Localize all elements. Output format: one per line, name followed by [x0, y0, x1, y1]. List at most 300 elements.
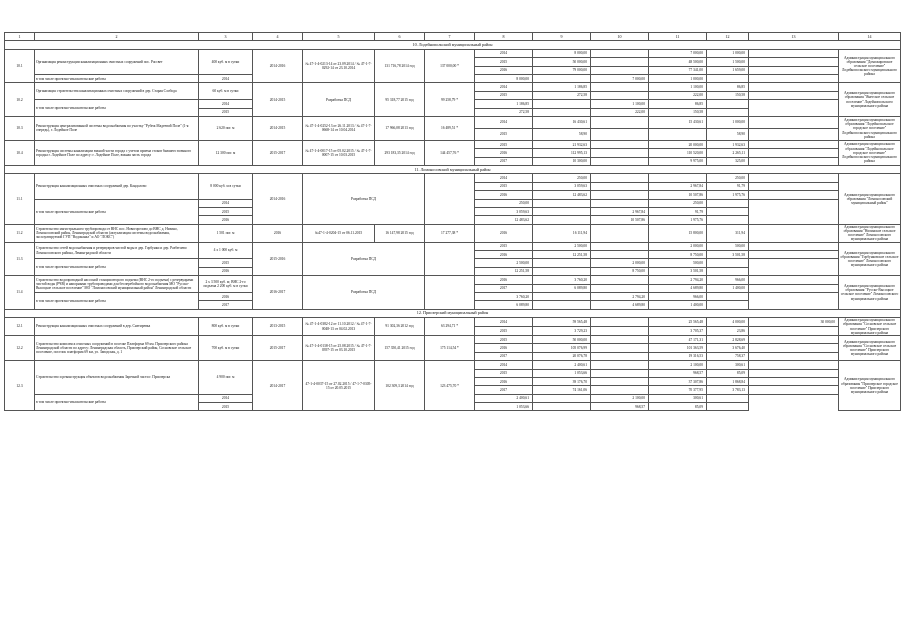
section-title: 10. Лодейнопольский муниципальный район: [5, 41, 901, 49]
regional-amount-cell: 2 100,00: [591, 394, 649, 402]
other-amount-cell: [749, 58, 839, 66]
regional-amount-cell: 3 705,37: [649, 327, 707, 336]
total-amount-cell: 105 076,99: [533, 344, 591, 352]
other-amount-cell: [749, 327, 839, 336]
local-amount-cell: 1 000,00: [649, 74, 707, 82]
responsible-organization: Администрация муниципального образования "Приозерское городское поселение" Приозерского муниципального района: [839, 361, 901, 411]
other-amount-cell: [749, 276, 839, 284]
regional-amount-cell: 1 100,00: [649, 83, 707, 91]
total-amount-cell: 3 760,20: [475, 292, 533, 300]
object-estimated-cost: 102 309,3 2014 год: [375, 361, 425, 411]
object-capacity: 700 куб. м в сутки: [199, 335, 253, 360]
local-amount-cell: 300,61: [707, 361, 749, 369]
responsible-organization: Администрация муниципального образования "Ломоносовский муниципальный район": [839, 174, 901, 224]
object-estimated-cost: 16 147,98 2015 год: [375, 224, 425, 242]
pir-label: в том числе проектно-изыскательские работы: [35, 259, 199, 276]
object-total: 17 277,38 *: [425, 224, 475, 242]
object-name: Организация строительства канализационных очистных сооружений в дер. Старая Слобода: [35, 83, 199, 100]
federal-amount-cell: [591, 83, 649, 91]
regional-amount-cell: 19 316,53: [649, 352, 707, 360]
federal-amount-cell: [591, 344, 649, 352]
other-amount-cell: [707, 208, 749, 216]
object-years: 2014-2016: [253, 49, 303, 83]
regional-amount-cell: 2 967,84: [649, 182, 707, 190]
object-capacity: 4 х 1 000 куб. м: [199, 242, 253, 259]
local-amount-cell: 1 659,00: [707, 66, 749, 74]
object-number: 10.4: [5, 140, 35, 165]
object-name: Организация реконструкции канализационных очистных сооружений пос. Рассвет: [35, 49, 199, 74]
object-total: [425, 276, 475, 310]
responsible-organization: Администрация муниципального образования "Низинское сельское поселение" Ломоносовского муниципального района: [839, 224, 901, 242]
federal-amount-cell: [533, 301, 591, 309]
object-capacity: 8 000 куб. м в сутки: [199, 174, 253, 199]
year-cell: 2015: [199, 403, 253, 411]
object-name: Реконструкция канализационных очистных сооружений дер. Кандолово: [35, 174, 199, 199]
local-amount-cell: 1 000,00: [707, 116, 749, 128]
year-cell: 2016: [475, 149, 533, 157]
federal-amount-cell: [533, 100, 591, 108]
regional-amount-cell: 15 800,00: [649, 224, 707, 242]
federal-amount-cell: [591, 191, 649, 199]
object-documents: Разработка ПСД: [303, 242, 425, 276]
total-amount-cell: 3 059,63: [533, 182, 591, 190]
local-amount-cell: 250,00: [649, 199, 707, 207]
federal-amount-cell: [533, 403, 591, 411]
other-amount-cell: [749, 191, 839, 199]
other-amount-cell: [707, 292, 749, 300]
other-amount-cell: [749, 369, 839, 377]
local-amount-cell: 300,61: [649, 394, 707, 402]
federal-amount-cell: [591, 369, 649, 377]
object-name: Строительство водопроводной насосной станции второго подъема (ВНС 2-го подъема) с резервуарами чистой воды (РЧВ) и напорными трубопроводами для бесперебойного водоснабжения МО "Русско-Высоцкое сельское поселение" МО "Ломоносовский муниципальный район" Ленинградской области: [35, 276, 199, 293]
regional-amount-cell: 2 000,00: [591, 259, 649, 267]
object-total: 99 258,79 *: [425, 83, 475, 117]
other-amount-cell: [749, 116, 839, 128]
total-amount-cell: 6 089,80: [533, 284, 591, 292]
year-cell: 2014: [475, 83, 533, 91]
total-amount-cell: 2 400,61: [475, 394, 533, 402]
year-cell: 2016: [475, 344, 533, 352]
local-amount-cell: 150,58: [649, 108, 707, 116]
object-estimated-cost: 131 716,78 2014 год: [375, 49, 425, 83]
local-amount-cell: 91,79: [649, 208, 707, 216]
regional-amount-cell: 1 100,00: [591, 100, 649, 108]
responsible-organization: Администрация муниципального образования "Лодейнопольское городское поселение" Лодейнопольского муниципального района: [839, 140, 901, 165]
total-amount-cell: 50 000,00: [533, 335, 591, 343]
local-amount-cell: 150,58: [707, 91, 749, 99]
local-amount-cell: 966,00: [707, 276, 749, 284]
program-table: [4, 32, 901, 411]
other-amount-cell: [749, 242, 839, 250]
local-amount-cell: 325,00: [707, 157, 749, 165]
local-amount-cell: 23,86: [707, 327, 749, 336]
regional-amount-cell: 8 750,00: [649, 251, 707, 259]
total-amount-cell: 2 500,00: [533, 242, 591, 250]
year-cell: 2014: [475, 318, 533, 327]
table-row: [5, 276, 901, 284]
total-amount-cell: 1 053,66: [533, 369, 591, 377]
local-amount-cell: 1 500,00: [707, 58, 749, 66]
other-amount-cell: [749, 182, 839, 190]
year-cell: 2016: [475, 276, 533, 284]
pir-label: в том числе проектно-изыскательские работы: [35, 292, 199, 309]
regional-amount-cell: 48 500,00: [649, 58, 707, 66]
column-header: 14: [839, 33, 901, 41]
total-amount-cell: 74 161,06: [533, 386, 591, 394]
column-header: 6: [375, 33, 425, 41]
federal-amount-cell: [591, 157, 649, 165]
object-years: 2016-2017: [253, 276, 303, 310]
federal-amount-cell: [591, 327, 649, 336]
total-amount-cell: 21 932,63: [533, 140, 591, 148]
object-total: 63 294,71 *: [425, 318, 475, 336]
object-number: 11.3: [5, 242, 35, 276]
other-amount-cell: 30 000,00: [749, 318, 839, 327]
other-amount-cell: [749, 140, 839, 148]
object-documents: №47-1-4-0204-15 от 06.11.2015: [303, 224, 375, 242]
regional-amount-cell: 2 000,00: [649, 242, 707, 250]
object-total: 144 457,76 *: [425, 140, 475, 165]
other-amount-cell: [707, 199, 749, 207]
federal-amount-cell: [591, 242, 649, 250]
responsible-organization: Администрация муниципального образования "Сосновское сельское поселение" Приозерского муниципального района: [839, 335, 901, 360]
object-total: 123 475,70 *: [425, 361, 475, 411]
total-amount-cell: 20 076,78: [533, 352, 591, 360]
regional-amount-cell: 7 000,00: [591, 74, 649, 82]
responsible-organization: Администрация муниципального образования "Горбунковское сельское поселение" Ломоносовского муниципального района: [839, 242, 901, 276]
column-header: 10: [591, 33, 649, 41]
total-amount-cell: 12 251,58: [475, 267, 533, 275]
other-amount-cell: [749, 128, 839, 140]
regional-amount-cell: 10 507,86: [649, 191, 707, 199]
other-amount-cell: [749, 157, 839, 165]
local-amount-cell: 3 783,13: [707, 386, 749, 394]
object-name: Реконструкция централизованной системы водоснабжения по участку "Рубеж Мадеевой Поле" (1-я очередь), г. Лодейное Поле: [35, 116, 199, 140]
local-amount-cell: 758,37: [707, 352, 749, 360]
object-years: 2015-2017: [253, 140, 303, 165]
year-cell: 2015: [475, 369, 533, 377]
total-amount-cell: 250,00: [475, 199, 533, 207]
total-amount-cell: 3 059,63: [475, 208, 533, 216]
responsible-organization: Администрация муниципального образования "Лодейнопольское городское поселение" Лодейнопольского муниципального района: [839, 116, 901, 140]
year-cell: 2014: [199, 394, 253, 402]
column-header: 13: [749, 33, 839, 41]
other-amount-cell: [707, 100, 749, 108]
other-amount-cell: [749, 224, 839, 242]
responsible-organization: Администрация муниципального образования "Янегское сельское поселение" Лодейнопольского муниципального района: [839, 83, 901, 117]
federal-amount-cell: [533, 199, 591, 207]
total-amount-cell: 272,58: [475, 108, 533, 116]
object-capacity: 800 куб. м в сутки: [199, 318, 253, 336]
year-cell: 2016: [475, 191, 533, 199]
federal-amount-cell: [591, 377, 649, 385]
regional-amount-cell: 10 507,86: [591, 216, 649, 224]
federal-amount-cell: [591, 318, 649, 327]
total-amount-cell: 50 000,00: [533, 58, 591, 66]
total-amount-cell: 112 995,13: [533, 149, 591, 157]
object-estimated-cost: 91 302,36 2012 год: [375, 318, 425, 336]
pir-label: в том числе проектно-изыскательские работы: [35, 100, 199, 117]
year-cell: 2017: [475, 284, 533, 292]
regional-amount-cell: 2 794,20: [591, 292, 649, 300]
year-cell: 2016: [475, 224, 533, 242]
object-total: 175 114,54 *: [425, 335, 475, 360]
object-years: 2014-2015: [253, 116, 303, 140]
regional-amount-cell: [649, 128, 707, 140]
local-amount-cell: 1 400,00: [707, 284, 749, 292]
year-cell: 2017: [475, 386, 533, 394]
regional-amount-cell: 4 689,80: [591, 301, 649, 309]
total-amount-cell: 272,58: [533, 91, 591, 99]
other-amount-cell: [749, 83, 839, 91]
year-cell: 2015: [475, 58, 533, 66]
local-amount-cell: 966,00: [649, 292, 707, 300]
total-amount-cell: 16 111,94: [533, 224, 591, 242]
object-documents: № 47-1-4-0017-15 от 05.02.2015 / № 47-1-7-0007-15 от 10.03.2015: [303, 140, 375, 165]
table-row: [5, 116, 901, 128]
year-cell: 2015: [475, 335, 533, 343]
other-amount-cell: [707, 267, 749, 275]
other-amount-cell: [749, 66, 839, 74]
federal-amount-cell: [533, 74, 591, 82]
object-documents: Разработка ПСД: [303, 174, 425, 224]
regional-amount-cell: [649, 174, 707, 182]
year-cell: 2014: [475, 174, 533, 182]
object-documents: Разработка ПСД: [303, 276, 425, 310]
year-cell: 2015: [475, 128, 533, 140]
local-amount-cell: 4 000,00: [707, 318, 749, 327]
other-amount-cell: [749, 149, 839, 157]
federal-amount-cell: [591, 66, 649, 74]
object-capacity: 400 куб. м в сутки: [199, 49, 253, 74]
total-amount-cell: 12 251,58: [533, 251, 591, 259]
object-name: Строительство сетей водоснабжения и резервуаров чистой воды в дер. Горбунки и дер. Разбегаево Ломоносовского района, Ленинградской области: [35, 242, 199, 259]
column-header: 5: [303, 33, 375, 41]
other-amount-cell: [749, 335, 839, 343]
federal-amount-cell: [533, 208, 591, 216]
local-amount-cell: 311,94: [707, 224, 749, 242]
local-amount-cell: 91,79: [707, 182, 749, 190]
federal-amount-cell: [591, 386, 649, 394]
pir-label: в том числе проектно-изыскательские работы: [35, 394, 199, 411]
federal-amount-cell: [591, 91, 649, 99]
pir-label: в том числе проектно-изыскательские работы: [35, 74, 199, 82]
object-capacity: 60 куб. м в сутки: [199, 83, 253, 100]
table-row: [5, 242, 901, 250]
local-amount-cell: 2 828,69: [707, 335, 749, 343]
object-estimated-cost: 293 183,35 2014 год: [375, 140, 425, 165]
local-amount-cell: 1 400,00: [649, 301, 707, 309]
federal-amount-cell: [591, 251, 649, 259]
other-amount-cell: [707, 108, 749, 116]
regional-amount-cell: 110 520,00: [649, 149, 707, 157]
federal-amount-cell: [533, 267, 591, 275]
other-amount-cell: [707, 74, 749, 82]
year-cell: 2015: [199, 108, 253, 116]
year-cell: 2016: [475, 377, 533, 385]
other-amount-cell: [749, 284, 839, 292]
total-amount-cell: 2 400,61: [533, 361, 591, 369]
total-amount-cell: 79 000,00: [533, 66, 591, 74]
object-capacity: 12 300 пог. м: [199, 140, 253, 165]
column-header: 7: [425, 33, 475, 41]
total-amount-cell: 3 760,20: [533, 276, 591, 284]
local-amount-cell: 1 975,76: [649, 216, 707, 224]
year-cell: 2015: [475, 327, 533, 336]
federal-amount-cell: [591, 182, 649, 190]
regional-amount-cell: 2 967,84: [591, 208, 649, 216]
object-documents: № 47-1-4-0382-12 от 11.10.2012 / № 47-1-7-0048-13 от 04.02.2013: [303, 318, 375, 336]
regional-amount-cell: 2 100,00: [649, 361, 707, 369]
year-cell: 2017: [475, 157, 533, 165]
federal-amount-cell: [591, 335, 649, 343]
local-amount-cell: 1 000,00: [707, 49, 749, 57]
year-cell: 2014: [199, 74, 253, 82]
federal-amount-cell: [533, 394, 591, 402]
regional-amount-cell: [591, 199, 649, 207]
year-cell: 2015: [475, 91, 533, 99]
local-amount-cell: 500,00: [649, 259, 707, 267]
other-amount-cell: [749, 352, 839, 360]
object-total: 137 000,00 *: [425, 49, 475, 83]
year-cell: 2017: [199, 301, 253, 309]
local-amount-cell: 86,85: [649, 100, 707, 108]
total-amount-cell: 16 430,61: [533, 116, 591, 128]
object-years: 2014-2016: [253, 174, 303, 224]
federal-amount-cell: [533, 292, 591, 300]
regional-amount-cell: 15 430,61: [649, 116, 707, 128]
local-amount-cell: 500,00: [707, 242, 749, 250]
other-amount-cell: [707, 259, 749, 267]
object-name: Строительство магистрального трубопровода от ВНС пос. Новогорелово до ВНС д. Низино, Ломоносовский район, Ленинградской области (актуализация системы водоснабжения, эксплуатируемой ГУП "Водоканал" и АО "ЛОКС"): [35, 224, 199, 242]
local-amount-cell: 3 501,58: [649, 267, 707, 275]
total-amount-cell: 39 176,70: [533, 377, 591, 385]
other-amount-cell: [707, 216, 749, 224]
object-capacity: 4 900 пог. м: [199, 361, 253, 395]
object-years: 2014-2015: [253, 83, 303, 117]
column-header: 2: [35, 33, 199, 41]
federal-amount-cell: [591, 352, 649, 360]
federal-amount-cell: [533, 259, 591, 267]
year-cell: 2014: [475, 116, 533, 128]
local-amount-cell: 2 265,11: [707, 149, 749, 157]
other-amount-cell: [749, 91, 839, 99]
local-amount-cell: 3 676,40: [707, 344, 749, 352]
column-header: 3: [199, 33, 253, 41]
object-number: 10.2: [5, 83, 35, 117]
object-documents: № 47-1-4-0138-15 от 25.08.2015 / № 47-1-7-0397-15 от 03.10.2015: [303, 335, 375, 360]
object-number: 11.1: [5, 174, 35, 224]
column-header: 11: [649, 33, 707, 41]
year-cell: 2014: [199, 100, 253, 108]
object-years: 2015-2017: [253, 335, 303, 360]
object-number: 12.3: [5, 361, 35, 411]
object-name: Строительство и реконструкция объектов водоснабжения Заречной части г. Приозерска: [35, 361, 199, 395]
total-amount-cell: 250,00: [533, 174, 591, 182]
local-amount-cell: 86,85: [707, 83, 749, 91]
table-row: [5, 318, 901, 327]
year-cell: 2015: [199, 259, 253, 267]
federal-amount-cell: [591, 149, 649, 157]
regional-amount-cell: 101 363,59: [649, 344, 707, 352]
table-row: [5, 361, 901, 369]
object-number: 11.4: [5, 276, 35, 310]
regional-amount-cell: 968,57: [649, 369, 707, 377]
regional-amount-cell: 47 171,31: [649, 335, 707, 343]
table-row: [5, 224, 901, 242]
regional-amount-cell: 25 565,48: [649, 318, 707, 327]
regional-amount-cell: 37 307,86: [649, 377, 707, 385]
header-row: [5, 33, 901, 41]
object-number: 10.1: [5, 49, 35, 83]
federal-amount-cell: [591, 276, 649, 284]
total-amount-cell: 1 053,66: [475, 403, 533, 411]
object-capacity: 2 х 3 500 куб. м; ВНС 2-го подъема 2 200 куб. м в сутки: [199, 276, 253, 293]
object-years: 2015-2016: [253, 242, 303, 276]
local-amount-cell: 250,00: [707, 174, 749, 182]
other-amount-cell: [749, 174, 839, 182]
section-title: 12. Приозерский муниципальный район: [5, 309, 901, 317]
local-amount-cell: 3 501,58: [707, 251, 749, 259]
year-cell: 2016: [199, 216, 253, 224]
year-cell: 2015: [475, 182, 533, 190]
year-cell: 2016: [199, 292, 253, 300]
object-years: 2013-2015: [253, 318, 303, 336]
total-amount-cell: 8 000,00: [475, 74, 533, 82]
other-amount-cell: [749, 377, 839, 385]
total-amount-cell: 12 483,62: [533, 191, 591, 199]
year-cell: 2015: [475, 242, 533, 250]
column-header: 12: [707, 33, 749, 41]
regional-amount-cell: 222,00: [649, 91, 707, 99]
table-row: [5, 83, 901, 91]
other-amount-cell: [749, 251, 839, 259]
local-amount-cell: 1 932,63: [707, 140, 749, 148]
total-amount-cell: 58,90: [533, 128, 591, 140]
object-total: [425, 174, 475, 224]
federal-amount-cell: [591, 116, 649, 128]
object-number: 12.2: [5, 335, 35, 360]
object-name: Реконструкция системы канализации южной части города с учетом приема стоков бывшего военного городка г. Лодейное Поле по адресу: г. Лодейное Поле, южная часть города: [35, 140, 199, 165]
other-amount-cell: [749, 361, 839, 369]
object-number: 10.3: [5, 116, 35, 140]
local-amount-cell: 1 868,84: [707, 377, 749, 385]
table-row: [5, 335, 901, 343]
responsible-organization: Администрация муниципального образования "Доможировское сельское поселение" Лодейнопольского муниципального района: [839, 49, 901, 83]
federal-amount-cell: [591, 174, 649, 182]
column-header: 1: [5, 33, 35, 41]
object-estimated-cost: 95 318,77 2015 год: [375, 83, 425, 117]
responsible-organization: Администрация муниципального образования "Русско-Высоцкое сельское поселение" Ломоносовского муниципального района: [839, 276, 901, 310]
total-amount-cell: 3 729,23: [533, 327, 591, 336]
regional-amount-cell: 9 975,00: [649, 157, 707, 165]
year-cell: 2016: [475, 66, 533, 74]
regional-amount-cell: 968,57: [591, 403, 649, 411]
regional-amount-cell: 222,00: [591, 108, 649, 116]
object-documents: № 47-1-4-0213-14 от 23.09.2014 / № 47-1-7-0292-14 от 23.10.2014: [303, 49, 375, 83]
total-amount-cell: 8 000,00: [533, 49, 591, 57]
total-amount-cell: 10 300,00: [533, 157, 591, 165]
year-cell: 2014: [199, 199, 253, 207]
other-amount-cell: [749, 49, 839, 57]
year-cell: 2017: [475, 352, 533, 360]
object-number: 12.1: [5, 318, 35, 336]
total-amount-cell: 59 565,48: [533, 318, 591, 327]
object-number: 11.2: [5, 224, 35, 242]
total-amount-cell: 1 186,85: [475, 100, 533, 108]
object-years: 2014-2017: [253, 361, 303, 411]
other-amount-cell: [749, 386, 839, 394]
